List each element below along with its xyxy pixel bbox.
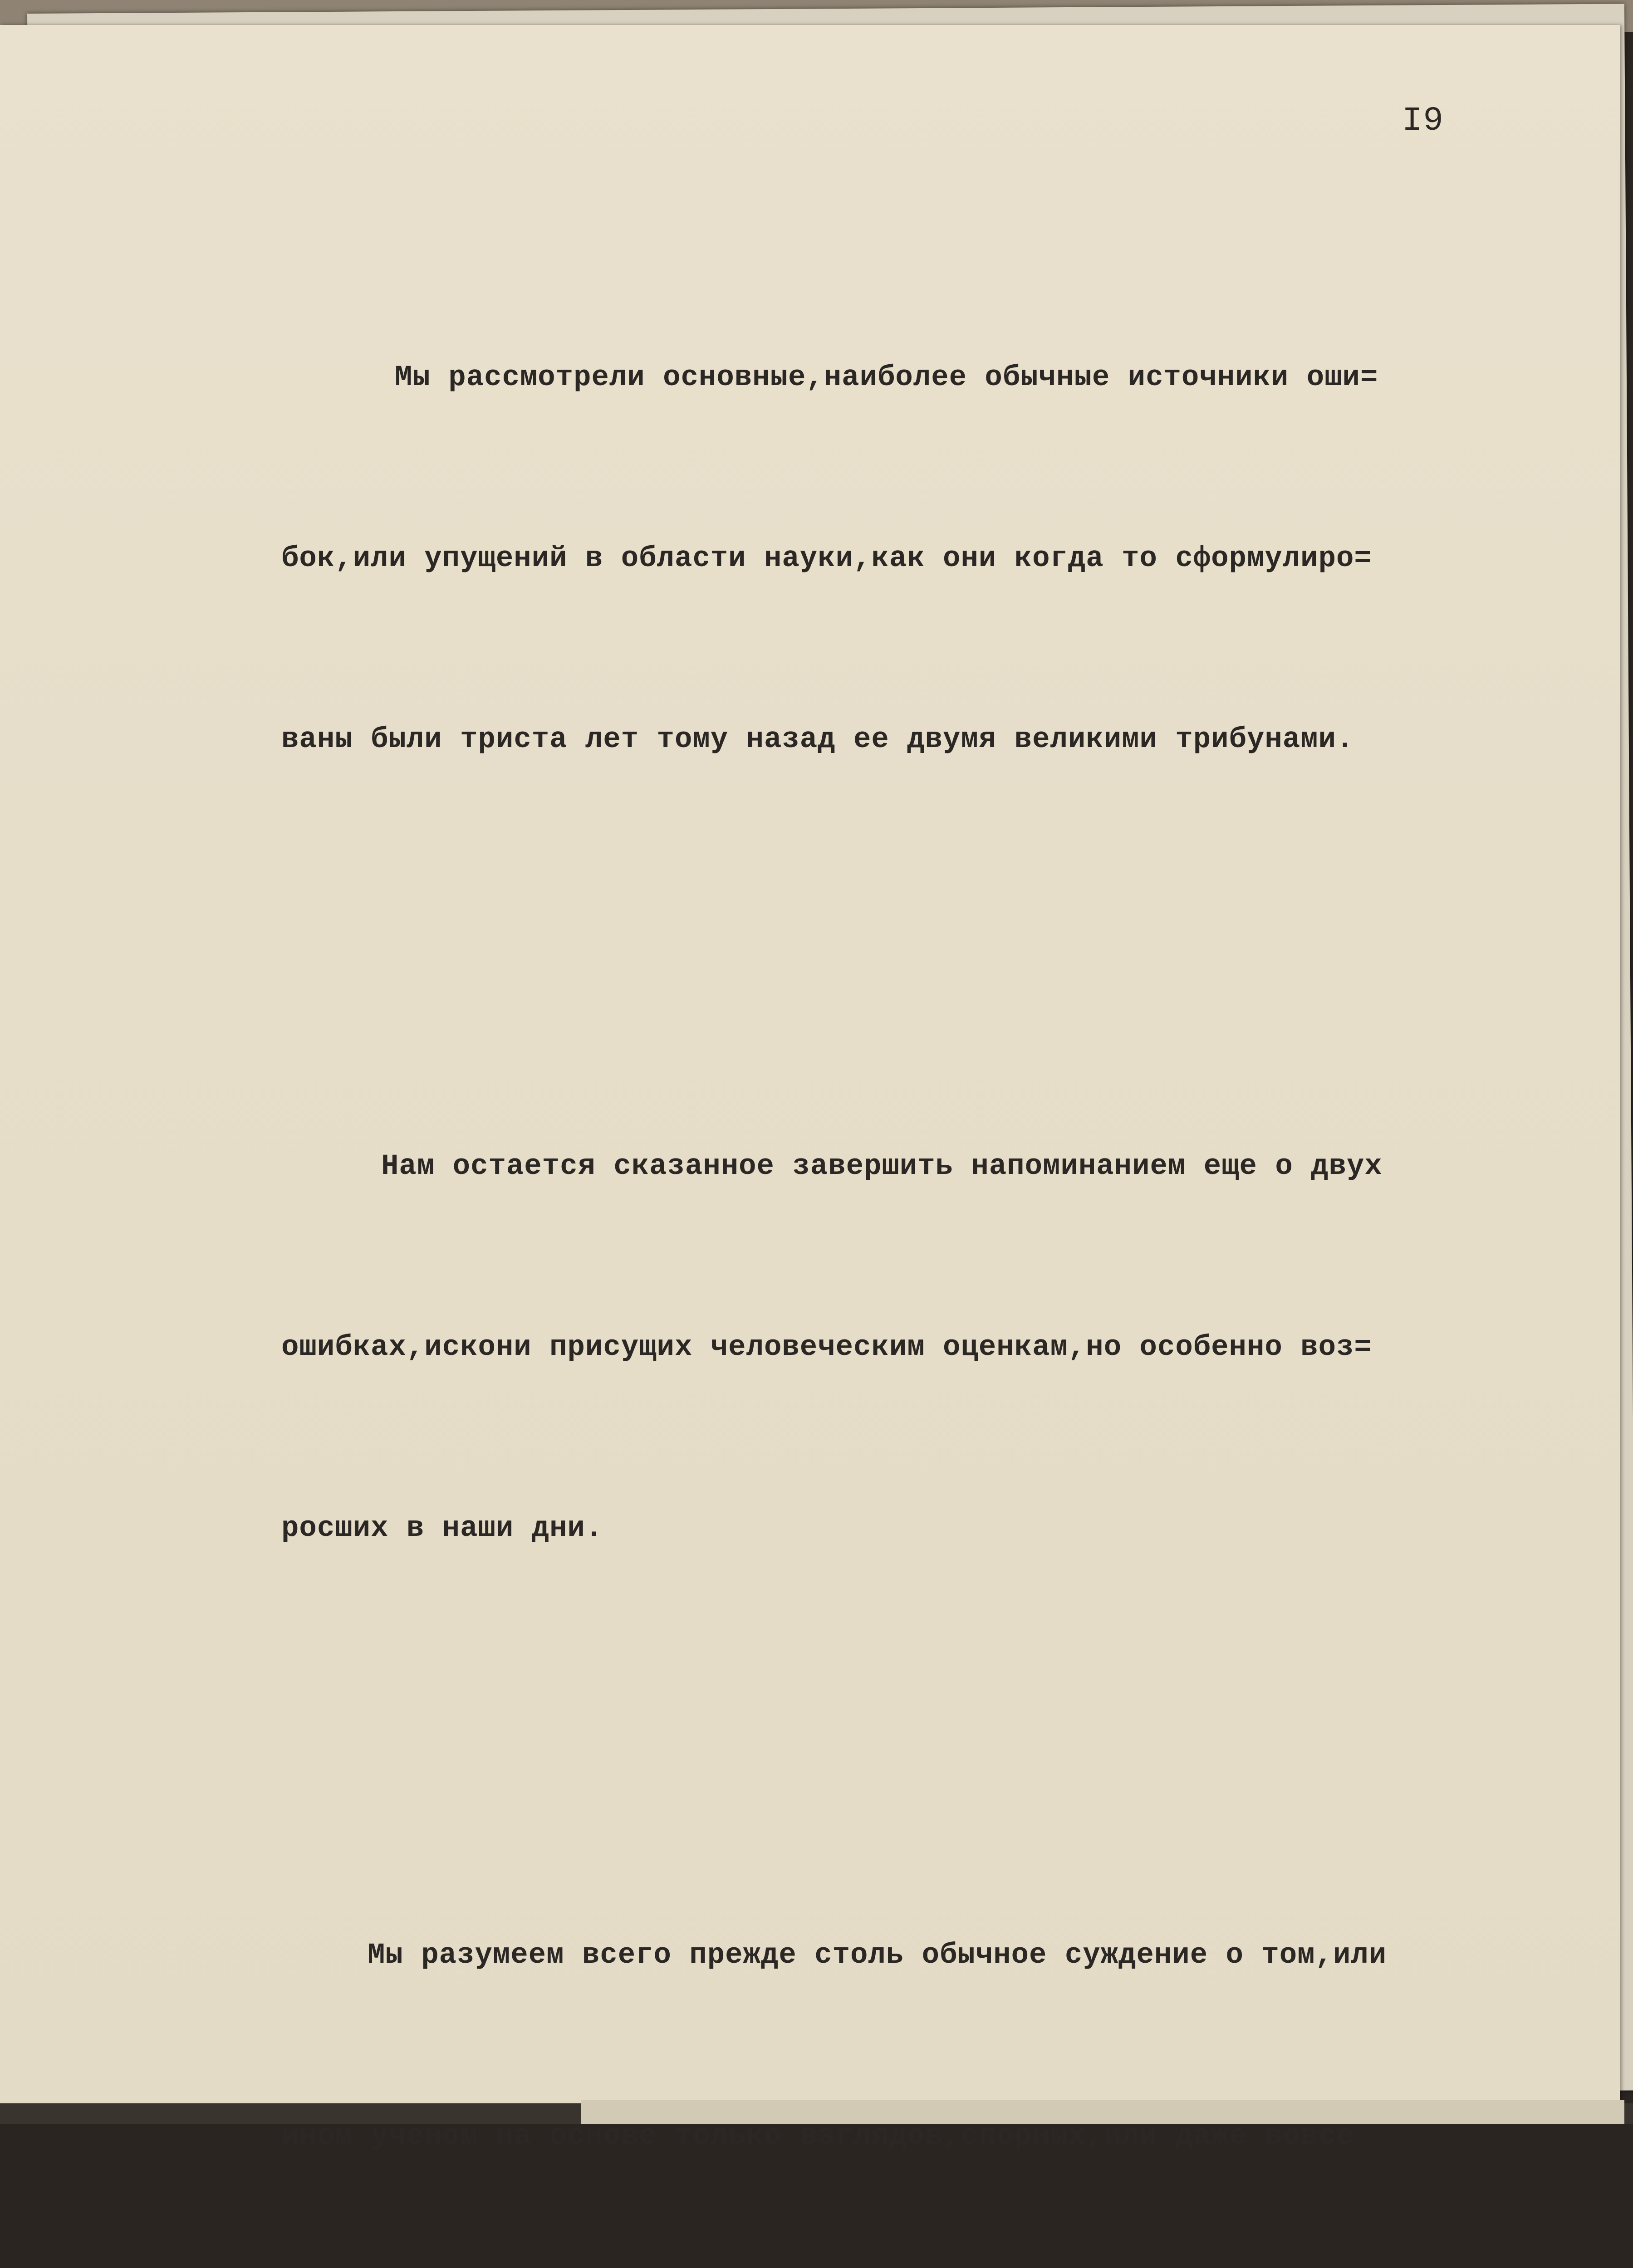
text-line: ошибках,искони присущих человеческим оценкам,но особенно воз= (281, 1331, 1372, 1364)
text-line: бок,или упущений в области науки,как они когда то сформулиро= (281, 543, 1372, 575)
text-line: ином ученом на основе только взглядов,спорных,или даже вовсе (281, 2120, 1354, 2153)
text-line: ваны были триста лет тому назад ее двумя великими трибунами. (281, 723, 1354, 756)
text-line: Мы разумеем всего прежде столь обычное суждение о том,или (368, 1939, 1387, 1972)
page-number: I9 (1402, 102, 1444, 140)
text-line: Мы рассмотрели основные,наиболее обычные источники оши= (395, 362, 1378, 394)
typewritten-text (281, 167, 1588, 2268)
text-line: Нам остается сказанное завершить напоминанием еще о двух (381, 1150, 1383, 1183)
text-line: росших в наши дни. (281, 1512, 603, 1545)
